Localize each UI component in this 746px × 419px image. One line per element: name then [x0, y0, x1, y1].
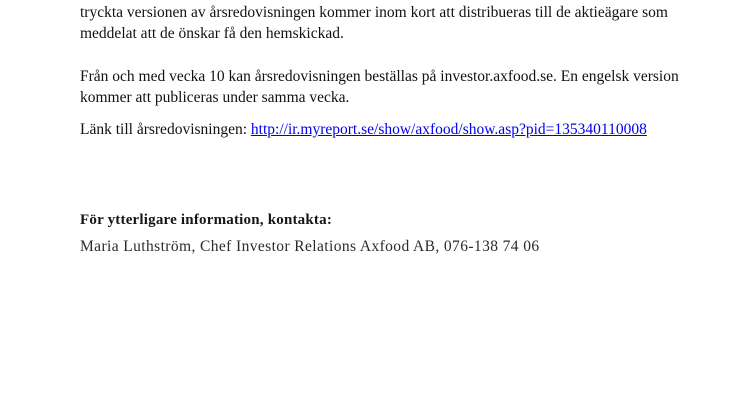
contact-block: [80, 210, 692, 257]
annual-report-link[interactable]: http://ir.myreport.se/show/axfood/show.asp?pid=135340110008: [250, 121, 647, 138]
document-content: [80, 2, 692, 257]
link-line-prefix: Länk till årsredovisningen:: [80, 121, 251, 138]
contact-heading: För ytterligare information, kontakta:: [80, 212, 333, 228]
paragraph-distribution: tryckta versionen av årsredovisningen kommer inom kort att distribueras till de aktieägare som meddelat att de önskar få den hemskickad.: [80, 4, 668, 42]
link-line: [80, 119, 692, 140]
paragraph-ordering: Från och med vecka 10 kan årsredovisningen beställas på investor.axfood.se. En engelsk version kommer att publiceras under samma vecka.: [80, 68, 679, 106]
contact-person-line: Maria Luthström, Chef Investor Relations Axfood AB, 076-138 74 06: [80, 238, 540, 255]
